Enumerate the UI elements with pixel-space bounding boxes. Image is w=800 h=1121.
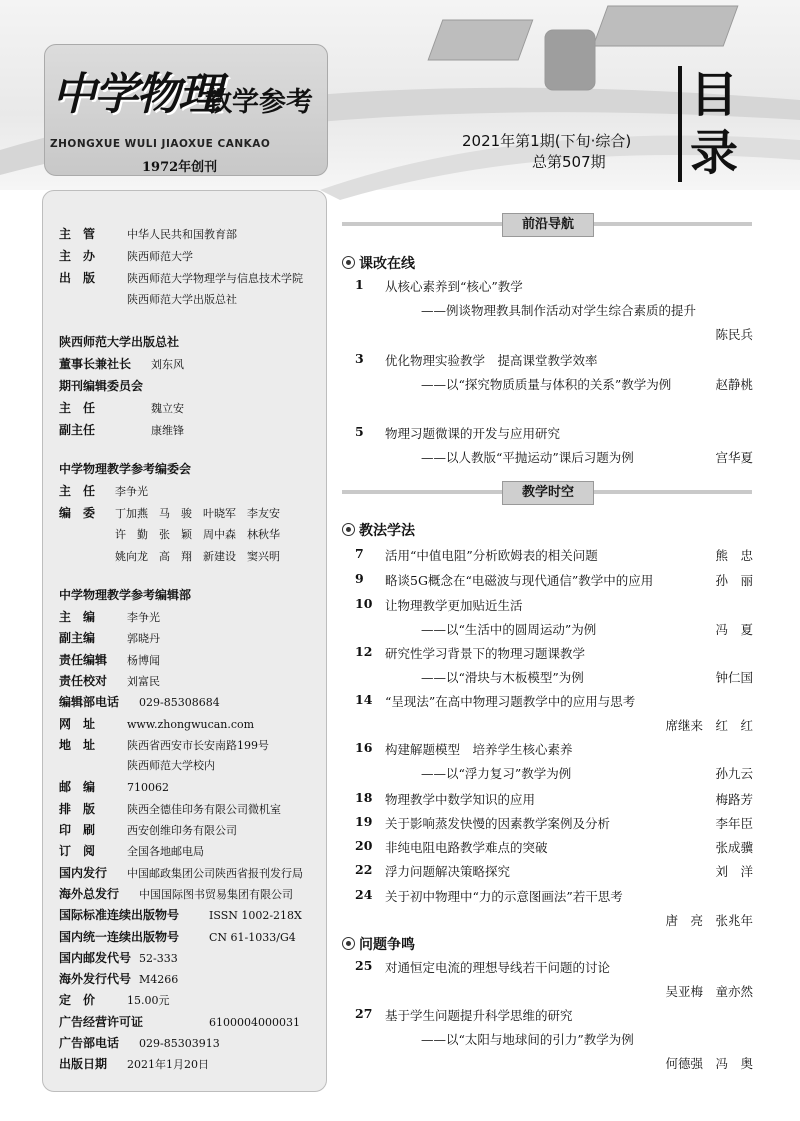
masthead-label: 网 址 [59, 716, 96, 731]
masthead-label: 编 委 [59, 506, 96, 520]
masthead-value: 陕西师范大学物理学与信息技术学院 [127, 272, 303, 285]
masthead-value: 6100004000031 [209, 1015, 300, 1029]
masthead-row [59, 949, 178, 966]
masthead-value: 2021年1月20日 [127, 1058, 209, 1072]
masthead-value: CN 61-1033/G4 [209, 930, 296, 944]
masthead-value: 中国国际图书贸易集团有限公司 [139, 887, 293, 901]
masthead-row [59, 399, 184, 416]
page-number: 10 [355, 596, 373, 611]
masthead-label: 广告经营许可证 [59, 1014, 144, 1029]
masthead-label: 出 版 [59, 271, 96, 285]
masthead-label: 出版日期 [59, 1057, 108, 1072]
section-heading [342, 934, 415, 954]
masthead-value: 陕西师范大学出版总社 [127, 293, 237, 306]
masthead-label: 主 办 [59, 249, 96, 263]
masthead-value: 刘富民 [127, 674, 160, 688]
article-author: 何德强 冯 奥 [665, 1056, 753, 1071]
masthead-heading: 中学物理教学参考编辑部 [59, 588, 192, 602]
masthead-row [59, 504, 280, 521]
section-title: 课改在线 [359, 256, 415, 272]
article-title: 活用“中值电阻”分析欧姆表的相关问题 [385, 548, 598, 563]
masthead-row [59, 928, 296, 945]
masthead-value: 许 勤 张 颖 周中森 林秋华 [115, 528, 280, 541]
article-subtitle: ——以“滑块与木板模型”为例 [421, 670, 584, 685]
masthead-value: 710062 [127, 781, 169, 795]
masthead-value: 029-85308684 [139, 696, 220, 710]
founded-year: 1972年创刊 [142, 160, 218, 175]
masthead-heading: 陕西师范大学出版总社 [59, 335, 180, 349]
masthead-label: 主 任 [59, 401, 96, 415]
masthead-row [59, 864, 303, 881]
masthead-label: 广告部电话 [59, 1036, 120, 1050]
masthead-value: 魏立安 [151, 402, 184, 415]
masthead-value: 李争光 [127, 611, 160, 624]
masthead-label: 国内发行 [59, 865, 108, 880]
article-author: 张成骥 [715, 840, 753, 855]
masthead-row [59, 629, 160, 646]
article-subtitle: ——以“太阳与地球间的引力”教学为例 [421, 1032, 634, 1047]
masthead-row [59, 225, 237, 242]
page-number: 9 [355, 571, 364, 586]
masthead-value: 丁加燕 马 骏 叶晓军 李友安 [115, 507, 280, 520]
masthead-label: 定 价 [59, 993, 96, 1008]
journal-logo-subtitle: 教学参考 [205, 87, 313, 118]
masthead-value: 中华人民共和国教育部 [127, 228, 237, 241]
article-author: 梅路芳 [715, 792, 753, 807]
masthead-row [59, 778, 169, 795]
masthead-heading: 中学物理教学参考编委会 [59, 462, 192, 476]
masthead-label: 期刊编辑委员会 [59, 379, 144, 393]
page-number: 5 [355, 424, 364, 439]
masthead-row [59, 421, 184, 438]
masthead-row [59, 291, 237, 307]
section-bullet-icon [342, 523, 355, 536]
page-number: 16 [355, 740, 373, 755]
masthead-row [59, 1013, 300, 1030]
article-author: 席继来 红 红 [665, 718, 753, 733]
masthead-row [59, 651, 160, 668]
masthead-value: ISSN 1002-218X [209, 909, 302, 923]
masthead-value: 姚向龙 高 翔 新建设 窦兴明 [115, 550, 280, 563]
masthead-row [59, 247, 193, 264]
masthead-value: 杨博闻 [127, 653, 160, 667]
masthead-label: 海外发行代号 [59, 972, 132, 987]
page-number: 3 [355, 351, 364, 366]
article-author: 赵静桃 [715, 377, 753, 392]
masthead-value: 刘东风 [151, 358, 184, 371]
masthead-value: 全国各地邮电局 [127, 845, 204, 859]
page-number: 7 [355, 546, 364, 561]
masthead-row [59, 715, 254, 732]
page-number: 14 [355, 692, 373, 707]
masthead-value: 李争光 [115, 485, 148, 498]
total-issue-number: 总第507期 [532, 153, 606, 171]
article-title: 研究性学习背景下的物理习题课教学 [385, 646, 586, 661]
masthead-label: 地 址 [59, 737, 96, 752]
section-heading [342, 520, 415, 540]
article-subtitle: ——以人教版“平抛运动”课后习题为例 [421, 450, 634, 465]
page-number: 22 [355, 862, 373, 877]
masthead-value: 陕西师范大学校内 [127, 759, 215, 773]
masthead-value: M4266 [139, 973, 179, 987]
masthead-value: 52-333 [139, 951, 178, 965]
masthead-value: 西安创维印务有限公司 [127, 824, 237, 837]
article-author: 宫华夏 [715, 450, 753, 465]
article-author: 孙 丽 [715, 573, 753, 588]
masthead-label: 副主编 [59, 631, 96, 646]
section-title: 教法学法 [359, 523, 415, 539]
masthead-label: 责任校对 [59, 673, 108, 688]
masthead-value: www.zhongwucan.com [127, 717, 255, 731]
page-number: 25 [355, 958, 373, 973]
masthead-label: 责任编辑 [59, 652, 108, 667]
article-title: 构建解题模型 培养学生核心素养 [385, 742, 573, 757]
masthead-label: 主 管 [59, 227, 96, 241]
article-subtitle: ——以“浮力复习”教学为例 [421, 766, 572, 781]
masthead-label: 国内邮发代号 [59, 950, 132, 965]
masthead-label: 订 阅 [59, 844, 96, 859]
article-title: 关于初中物理中“力的示意图画法”若干思考 [385, 889, 623, 904]
page-number: 12 [355, 644, 373, 659]
journal-pinyin: ZHONGXUE WULI JIAOXUE CANKAO [50, 138, 271, 150]
article-author: 刘 洋 [715, 864, 753, 879]
masthead-row [59, 906, 302, 923]
article-title: 浮力问题解决策略探究 [385, 864, 511, 879]
section-bullet-icon [342, 937, 355, 950]
masthead-label: 副主任 [59, 423, 96, 437]
section-title: 问题争鸣 [359, 937, 415, 953]
page-number: 19 [355, 814, 373, 829]
masthead-label: 国内统一连续出版物号 [59, 929, 180, 944]
article-subtitle: ——以“生活中的圆周运动”为例 [421, 622, 597, 637]
masthead-label: 董事长兼社长 [59, 357, 132, 371]
masthead-label: 海外总发行 [59, 886, 120, 901]
masthead-label: 编辑部电话 [59, 695, 120, 710]
article-title: 让物理教学更加贴近生活 [385, 598, 523, 613]
masthead-label: 排 版 [59, 801, 96, 816]
page-number: 24 [355, 887, 373, 902]
masthead-value: 15.00元 [127, 994, 170, 1008]
toc-title: 目录 [678, 66, 760, 182]
article-author: 钟仁国 [715, 670, 753, 685]
article-title: 优化物理实验教学 提高课堂教学效率 [385, 353, 598, 368]
masthead-row [59, 800, 281, 817]
article-title: 略谈5G概念在“电磁波与现代通信”教学中的应用 [385, 573, 654, 588]
masthead-row [59, 526, 280, 542]
masthead-value: 陕西省西安市长安南路199号 [127, 738, 269, 752]
masthead-row [59, 842, 204, 859]
article-author: 吴亚梅 童亦然 [665, 984, 753, 999]
article-title: 物理习题微课的开发与应用研究 [385, 426, 561, 441]
article-author: 李年臣 [715, 816, 753, 831]
page-number: 20 [355, 838, 373, 853]
section-banner: 前沿导航 [502, 213, 594, 237]
masthead-row [59, 608, 160, 625]
masthead-row [59, 885, 293, 902]
section-banner: 教学时空 [502, 481, 594, 505]
article-subtitle: ——例谈物理教具制作活动对学生综合素质的提升 [421, 303, 697, 318]
article-author: 冯 夏 [715, 622, 753, 637]
masthead-label: 主 任 [59, 484, 96, 498]
masthead-value: 郭晓丹 [127, 632, 160, 646]
section-heading [342, 253, 415, 273]
masthead-row [59, 355, 184, 372]
masthead-row [59, 548, 280, 564]
article-title: 关于影响蒸发快慢的因素教学案例及分析 [385, 816, 611, 831]
masthead-row [59, 1034, 220, 1051]
article-author: 唐 亮 张兆年 [665, 913, 753, 928]
article-author: 熊 忠 [715, 548, 753, 563]
masthead-label: 印 刷 [59, 823, 96, 837]
masthead-row [59, 821, 237, 838]
masthead-value: 陕西师范大学 [127, 250, 193, 263]
article-title: 对通恒定电流的理想导线若干问题的讨论 [385, 960, 611, 975]
masthead-row [59, 757, 215, 773]
article-title: “呈现法”在高中物理习题教学中的应用与思考 [385, 694, 636, 709]
section-bullet-icon [342, 256, 355, 269]
article-author: 陈民兵 [715, 327, 753, 342]
page-number: 27 [355, 1006, 373, 1021]
masthead-value: 029-85303913 [139, 1037, 220, 1050]
masthead-label: 国际标准连续出版物号 [59, 908, 180, 923]
issue-number: 2021年第1期(下旬·综合) [462, 132, 632, 150]
article-author: 孙九云 [715, 766, 753, 781]
article-subtitle: ——以“探究物质质量与体积的关系”教学为例 [421, 377, 672, 392]
masthead-row [59, 482, 148, 499]
page-number: 18 [355, 790, 373, 805]
masthead-row [59, 693, 220, 710]
masthead-value: 康维锋 [151, 424, 184, 437]
journal-logo: 中学物理 [52, 69, 220, 120]
page-number: 1 [355, 277, 364, 292]
masthead-label: 邮 编 [59, 780, 96, 795]
masthead-row [59, 1055, 209, 1072]
masthead-row [59, 736, 269, 753]
masthead-row [59, 377, 151, 394]
masthead-label: 主 编 [59, 610, 96, 624]
article-title: 从核心素养到“核心”教学 [385, 279, 523, 294]
article-title: 基于学生问题提升科学思维的研究 [385, 1008, 573, 1023]
masthead-value: 陕西全德佳印务有限公司微机室 [127, 802, 281, 816]
article-title: 物理教学中数学知识的应用 [385, 792, 536, 807]
masthead-row [59, 672, 160, 689]
article-title: 非纯电阻电路教学难点的突破 [385, 840, 548, 855]
masthead-value: 中国邮政集团公司陕西省报刊发行局 [127, 866, 303, 880]
masthead-row [59, 269, 303, 286]
masthead-row [59, 970, 178, 987]
masthead-row [59, 991, 170, 1008]
